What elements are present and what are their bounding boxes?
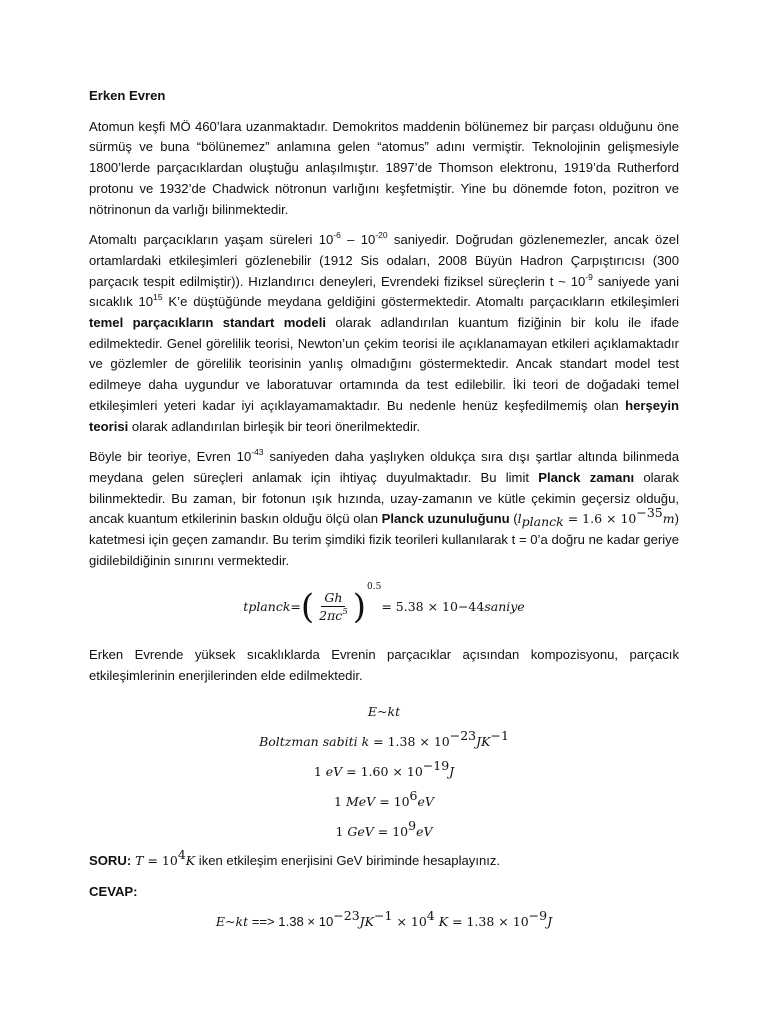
paragraph-composition: Erken Evrende yüksek sıcaklıklarda Evrenin parçacıklar açısından kompozisyonu, parçacık etkileşimlerinin enerjilerinden elde edilmektedir. xyxy=(89,647,679,684)
paragraph-planck: Böyle bir teoriye, Evren $10^{-43}$ saniyeden daha yaşlıyken oldukça sıra dışı şartlar altında bilinmeda meydana gelen süreçleri anlamak için ihtiyaç duyulmaktadır. Bu limit Planck zamanı olarak bilinmektedir. Bu zaman, bir fotonun ışık hızında, uzay-zamanın ve kütle çekimin geçersiz olduğu, ancak kuantum etkilerinin baskın olduğu ölçü olan Planck uzunuluğunu $(l_{planck} = 1.6 \times 10^{-35}m)$ katetmesi için geçen zamandır. Bu terim şimdiki fizik teorileri kullanılarak t = 0’a doğru ne kadar geriye gidilebildiğinin sınırını vermektedir. xyxy=(89,447,679,568)
equation-energy: E~kt xyxy=(367,703,401,719)
paragraph-atom-history: Atomun keşfi MÖ 460’lara uzanmaktadır. Demokritos maddenin bölünemez bir parçası olduğunu öne sürmüş ve buna “bölünemez” anlamına gelen “atomus” adını vermiştir. Teknolojinin gelişmesiyle 1800’lerde parçacıklardan oluştuğu anlaşılmıştır. 1897’de Thomson elektronu, 1919’da Rutherford protonu ve 1932’de Chadwick nötronun varlığını keşfetmiştir. Yine bu dönemde foton, pozitron ve nötrinonun da varlığı bilinmektedir. xyxy=(89,118,679,217)
fraction: $\frac{Gh}{2\pi c^5}$ xyxy=(319,589,348,623)
equation-boltzmann: Boltzman sabiti $k = 1.38 \times 10^{-23}JK^{-1}$ xyxy=(259,727,509,749)
equation-mev: 1 MeV = $10^6eV$ xyxy=(334,787,434,809)
equation-list xyxy=(89,697,679,847)
section-title: Erken Evren xyxy=(89,88,166,103)
paragraph-subatomic: Atomaltı parçacıkların yaşam süreleri $10^{-6} - 10^{-20}$ saniyedir. Doğrudan gözlenemezler, ancak özel ortamlardaki etkileşimleri gözlenebilir (1912 Sis odaları, 2008 Büyün Hadron Çarpıştırıcısı (300 parçacık tespit edilmiştir)). Hızlandırıcı deneyleri, Evrendeki fiziksel süreçlerin t ~ $10^{-9}$ saniyede yani sıcaklık $10^{15}$ K’e düştüğünde meydana geldiğini göstermektedir. Atomaltı parçacıkların etkileşimleri temel parçacıkların standart modeli olarak adlandırılan kuantum fiziğinin bir kolu ile ifade edilmektedir. Genel görelilik teorisi, Newton’un çekim teorisi ile açıklanamayan etkileri açıklamaktadır ve gözlemler de görelilik teorisinin yanlış olmadığını göstermektedir. Ancak standart model test edilmeye daha uygundur ve laboratuvar ortamında da test edilebilir. İki teori de doğadaki temel etkileşimleri yeteri kadar iyi açıklayamamaktadır. Bu nedenle henüz keşfedilmemiş olan herşeyin teorisi olarak adlandırılan birleşik bir teori önerilmektedir. xyxy=(89,230,679,434)
answer-label: CEVAP: xyxy=(89,883,138,899)
equation-answer: E~kt ==> $1.38 \times 10^{-23}JK^{-1} \times 10^4$ $K = 1.38 \times 10^{-9}J$ xyxy=(215,908,553,930)
term-planck-length: Planck uzunuluğunu xyxy=(381,511,510,527)
term-theory-of-everything: herşeyin teorisi xyxy=(89,397,679,434)
question: SORU: $T = 10^4K$ iken etkileşim enerjisini GeV biriminde hesaplayınız. xyxy=(89,846,501,868)
equation-ev: 1 eV = $1.60 \times 10^{-19}J$ xyxy=(313,757,455,779)
equation-planck-time: t planck = ( $\frac{Gh}{2\pi c^5}$ ) 0.5 = 5.38 × 10 −44 saniye xyxy=(243,582,525,628)
equation-gev: 1 GeV = $10^9eV$ xyxy=(335,817,433,839)
document-page xyxy=(89,86,679,933)
term-planck-time: Planck zamanı xyxy=(538,469,635,485)
term-standard-model: temel parçacıkların standart modeli xyxy=(89,315,326,331)
